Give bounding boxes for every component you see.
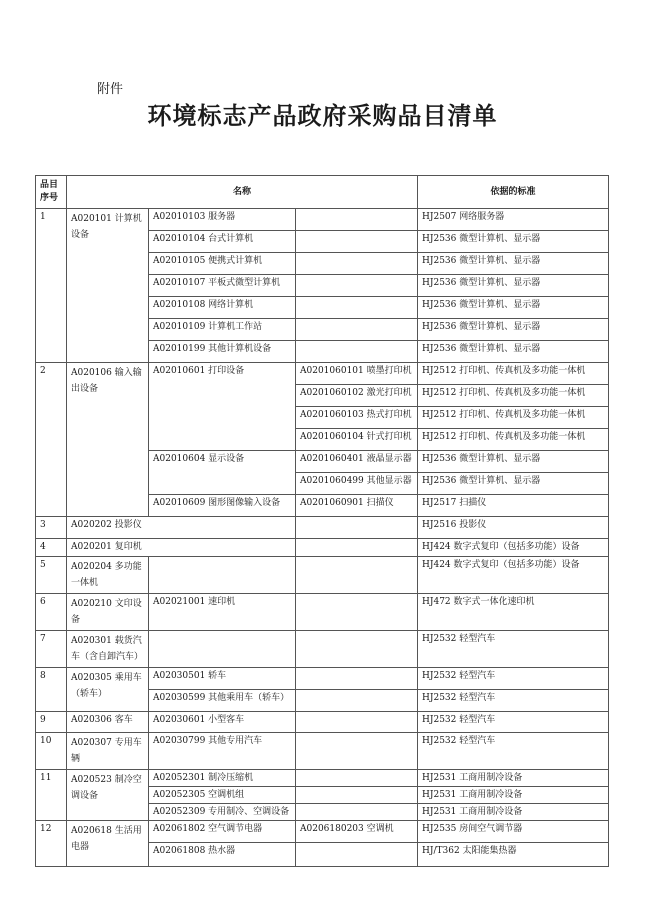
table-row bbox=[36, 557, 609, 594]
item-cell: A0201060102 激光打印机 bbox=[296, 385, 418, 407]
category-cell: A020204 多功能一体机 bbox=[67, 557, 149, 594]
standard-cell: HJ2532 轻型汽车 bbox=[418, 690, 609, 712]
category-cell: A020210 文印设备 bbox=[67, 594, 149, 631]
item-cell: A0201060499 其他显示器 bbox=[296, 473, 418, 495]
item-cell bbox=[296, 594, 418, 631]
standard-cell: HJ2531 工商用制冷设备 bbox=[418, 770, 609, 787]
standard-cell: HJ472 数字式一体化速印机 bbox=[418, 594, 609, 631]
table-row bbox=[36, 821, 609, 843]
standard-cell: HJ2512 打印机、传真机及多功能一体机 bbox=[418, 429, 609, 451]
standard-cell: HJ2532 轻型汽车 bbox=[418, 631, 609, 668]
standard-cell: HJ424 数字式复印（包括多功能）设备 bbox=[418, 539, 609, 557]
category-cell: A020305 乘用车（轿车） bbox=[67, 668, 149, 712]
sub-cell bbox=[149, 557, 296, 594]
table-row bbox=[36, 363, 609, 385]
item-cell bbox=[296, 341, 418, 363]
item-cell bbox=[296, 253, 418, 275]
sub-cell: A02010199 其他计算机设备 bbox=[149, 341, 296, 363]
item-cell bbox=[296, 231, 418, 253]
category-cell: A020106 输入输出设备 bbox=[67, 363, 149, 517]
table-row bbox=[36, 209, 609, 231]
seq-cell: 5 bbox=[36, 557, 67, 594]
seq-cell: 12 bbox=[36, 821, 67, 867]
category-cell: A020201 复印机 bbox=[67, 539, 296, 557]
procurement-table bbox=[35, 175, 609, 867]
seq-cell: 8 bbox=[36, 668, 67, 712]
standard-cell: HJ2512 打印机、传真机及多功能一体机 bbox=[418, 407, 609, 429]
category-cell: A020202 投影仪 bbox=[67, 517, 296, 539]
sub-cell: A02021001 速印机 bbox=[149, 594, 296, 631]
table-header-row bbox=[36, 176, 609, 209]
standard-cell: HJ2532 轻型汽车 bbox=[418, 668, 609, 690]
sub-cell: A02010107 平板式微型计算机 bbox=[149, 275, 296, 297]
item-cell bbox=[296, 275, 418, 297]
item-cell bbox=[296, 209, 418, 231]
item-cell bbox=[296, 517, 418, 539]
seq-cell: 11 bbox=[36, 770, 67, 821]
sub-cell: A02010104 台式计算机 bbox=[149, 231, 296, 253]
sub-cell: A02010609 图形图像输入设备 bbox=[149, 495, 296, 517]
table-row bbox=[36, 594, 609, 631]
standard-cell: HJ2535 房间空气调节器 bbox=[418, 821, 609, 843]
table-row bbox=[36, 631, 609, 668]
sub-cell: A02030501 轿车 bbox=[149, 668, 296, 690]
item-cell bbox=[296, 631, 418, 668]
item-cell bbox=[296, 557, 418, 594]
item-cell: A0201060103 热式打印机 bbox=[296, 407, 418, 429]
seq-cell: 1 bbox=[36, 209, 67, 363]
standard-cell: HJ2512 打印机、传真机及多功能一体机 bbox=[418, 385, 609, 407]
header-seq: 品目序号 bbox=[36, 176, 67, 209]
seq-cell: 3 bbox=[36, 517, 67, 539]
item-cell: A0201060101 喷墨打印机 bbox=[296, 363, 418, 385]
standard-cell: HJ2512 打印机、传真机及多功能一体机 bbox=[418, 363, 609, 385]
item-cell bbox=[296, 733, 418, 770]
sub-cell: A02061808 热水器 bbox=[149, 843, 296, 867]
sub-cell: A02010109 计算机工作站 bbox=[149, 319, 296, 341]
standard-cell: HJ2536 微型计算机、显示器 bbox=[418, 451, 609, 473]
item-cell bbox=[296, 668, 418, 690]
standard-cell: HJ2532 轻型汽车 bbox=[418, 712, 609, 733]
item-cell bbox=[296, 770, 418, 787]
sub-cell: A02030799 其他专用汽车 bbox=[149, 733, 296, 770]
seq-cell: 6 bbox=[36, 594, 67, 631]
standard-cell: HJ2536 微型计算机、显示器 bbox=[418, 341, 609, 363]
seq-cell: 9 bbox=[36, 712, 67, 733]
standard-cell: HJ/T362 太阳能集热器 bbox=[418, 843, 609, 867]
item-cell bbox=[296, 539, 418, 557]
sub-cell: A02030599 其他乘用车（轿车） bbox=[149, 690, 296, 712]
sub-cell: A02030601 小型客车 bbox=[149, 712, 296, 733]
sub-cell bbox=[149, 631, 296, 668]
category-cell: A020101 计算机设备 bbox=[67, 209, 149, 363]
sub-cell: A02052309 专用制冷、空调设备 bbox=[149, 804, 296, 821]
sub-cell: A02052301 制冷压缩机 bbox=[149, 770, 296, 787]
attachment-label: 附件 bbox=[97, 82, 124, 97]
item-cell bbox=[296, 787, 418, 804]
standard-cell: HJ2516 投影仪 bbox=[418, 517, 609, 539]
item-cell: A0201060401 液晶显示器 bbox=[296, 451, 418, 473]
category-cell: A020301 载货汽车（含自卸汽车） bbox=[67, 631, 149, 668]
standard-cell: HJ2536 微型计算机、显示器 bbox=[418, 473, 609, 495]
sub-cell: A02061802 空气调节电器 bbox=[149, 821, 296, 843]
table-row bbox=[36, 539, 609, 557]
standard-cell: HJ2536 微型计算机、显示器 bbox=[418, 319, 609, 341]
standard-cell: HJ2536 微型计算机、显示器 bbox=[418, 253, 609, 275]
item-cell bbox=[296, 804, 418, 821]
sub-cell: A02010103 服务器 bbox=[149, 209, 296, 231]
page-title: 环境标志产品政府采购品目清单 bbox=[147, 101, 498, 130]
standard-cell: HJ2536 微型计算机、显示器 bbox=[418, 297, 609, 319]
standard-cell: HJ424 数字式复印（包括多功能）设备 bbox=[418, 557, 609, 594]
header-standard: 依据的标准 bbox=[418, 176, 609, 209]
item-cell: A0201060104 针式打印机 bbox=[296, 429, 418, 451]
standard-cell: HJ2536 微型计算机、显示器 bbox=[418, 231, 609, 253]
item-cell bbox=[296, 319, 418, 341]
sub-cell: A02010604 显示设备 bbox=[149, 451, 296, 495]
seq-cell: 10 bbox=[36, 733, 67, 770]
item-cell bbox=[296, 712, 418, 733]
item-cell bbox=[296, 297, 418, 319]
category-cell: A020523 制冷空调设备 bbox=[67, 770, 149, 821]
standard-cell: HJ2531 工商用制冷设备 bbox=[418, 787, 609, 804]
item-cell bbox=[296, 843, 418, 867]
seq-cell: 7 bbox=[36, 631, 67, 668]
table-row bbox=[36, 668, 609, 690]
category-cell: A020307 专用车辆 bbox=[67, 733, 149, 770]
standard-cell: HJ2532 轻型汽车 bbox=[418, 733, 609, 770]
category-cell: A020618 生活用电器 bbox=[67, 821, 149, 867]
table-row bbox=[36, 733, 609, 770]
sub-cell: A02052305 空调机组 bbox=[149, 787, 296, 804]
table-row bbox=[36, 712, 609, 733]
seq-cell: 2 bbox=[36, 363, 67, 517]
standard-cell: HJ2517 扫描仪 bbox=[418, 495, 609, 517]
table-row bbox=[36, 517, 609, 539]
sub-cell: A02010601 打印设备 bbox=[149, 363, 296, 451]
standard-cell: HJ2507 网络服务器 bbox=[418, 209, 609, 231]
sub-cell: A02010108 网络计算机 bbox=[149, 297, 296, 319]
item-cell bbox=[296, 690, 418, 712]
item-cell: A0206180203 空调机 bbox=[296, 821, 418, 843]
seq-cell: 4 bbox=[36, 539, 67, 557]
table-row bbox=[36, 770, 609, 787]
standard-cell: HJ2531 工商用制冷设备 bbox=[418, 804, 609, 821]
item-cell: A0201060901 扫描仪 bbox=[296, 495, 418, 517]
standard-cell: HJ2536 微型计算机、显示器 bbox=[418, 275, 609, 297]
category-cell: A020306 客车 bbox=[67, 712, 149, 733]
sub-cell: A02010105 便携式计算机 bbox=[149, 253, 296, 275]
header-name: 名称 bbox=[67, 176, 418, 209]
